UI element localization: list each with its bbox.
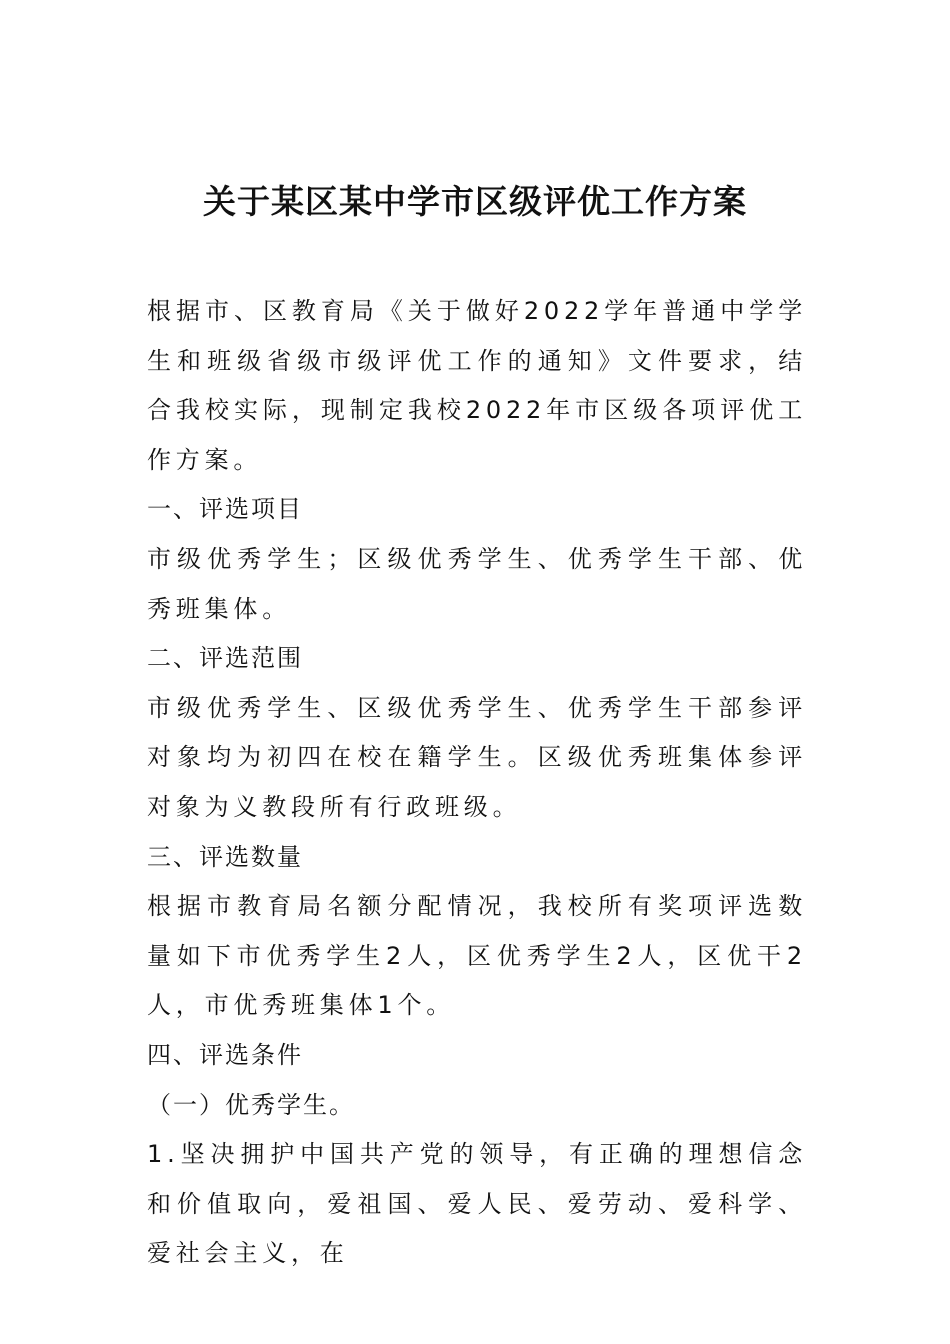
- scope-paragraph: 市级优秀学生、区级优秀学生、优秀学生干部参评对象均为初四在校在籍学生。区级优秀班集体参评对象为义教段所有行政班级。: [147, 693, 807, 821]
- section-heading-conditions: 四、评选条件: [147, 1040, 303, 1069]
- items-paragraph: 市级优秀学生；区级优秀学生、优秀学生干部、优秀班集体。: [147, 544, 807, 623]
- condition-item-1: 1.坚决拥护中国共产党的领导，有正确的理想信念和价值取向，爱祖国、爱人民、爱劳动、爱科学、爱社会主义，在: [147, 1140, 807, 1268]
- subsection-heading-excellent-students: （一）优秀学生。: [147, 1090, 355, 1119]
- section-heading-scope: 二、评选范围: [147, 644, 303, 673]
- document-body: [147, 287, 807, 1279]
- section-heading-quantity: 三、评选数量: [147, 842, 303, 871]
- quantity-paragraph: 根据市教育局名额分配情况，我校所有奖项评选数量如下市优秀学生2人，区优秀学生2人，区优干2人，市优秀班集体1个。: [147, 892, 807, 1020]
- document-title: 关于某区某中学市区级评优工作方案: [203, 182, 747, 222]
- section-heading-items: 一、评选项目: [147, 495, 303, 524]
- intro-paragraph: 根据市、区教育局《关于做好2022学年普通中学学生和班级省级市级评优工作的通知》文件要求，结合我校实际，现制定我校2022年市区级各项评优工作方案。: [147, 297, 807, 474]
